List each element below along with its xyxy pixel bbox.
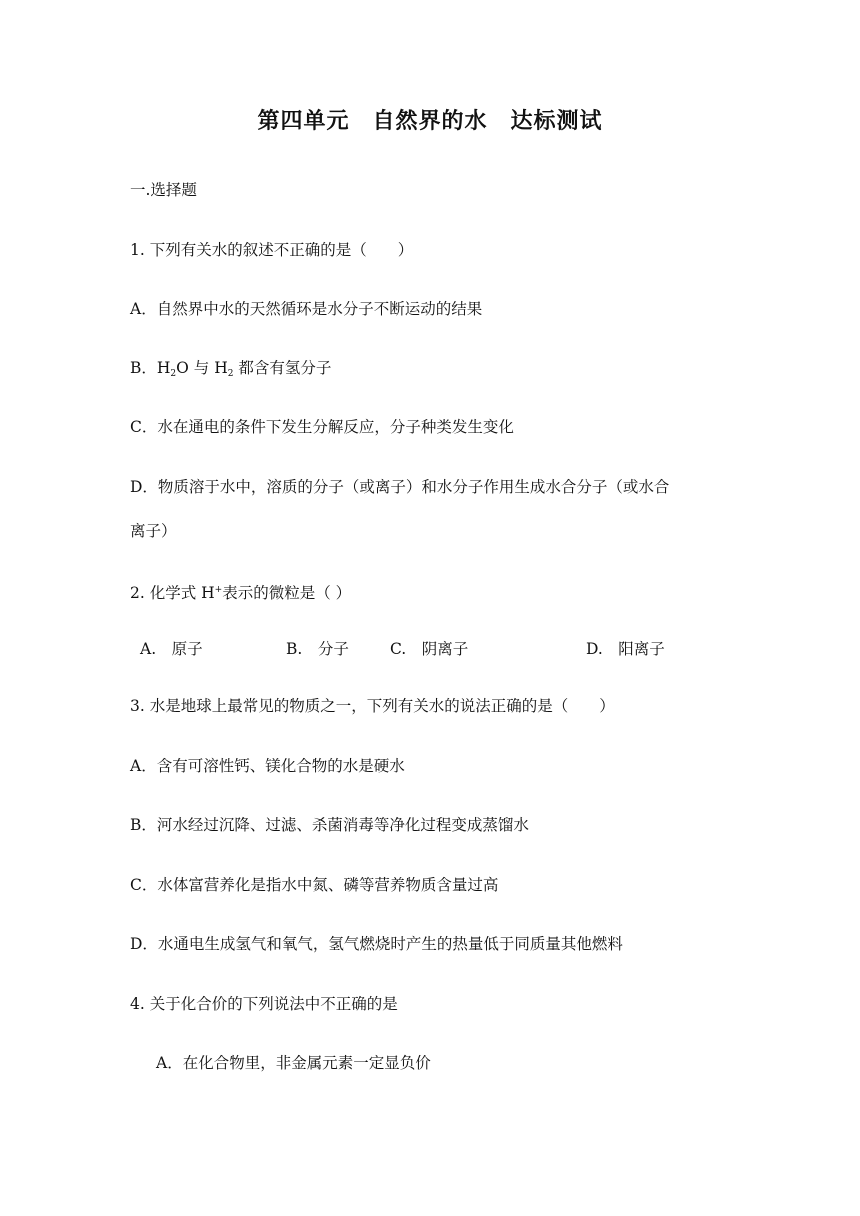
question-1-option-a: A．自然界中水的天然循环是水分子不断运动的结果: [130, 300, 483, 318]
question-1-option-c: C．水在通电的条件下发生分解反应，分子种类发生变化: [130, 418, 514, 436]
subscript-2: 2: [227, 369, 234, 379]
question-1-stem: 1. 下列有关水的叙述不正确的是（ ）: [130, 241, 414, 259]
question-2-stem: [130, 579, 351, 604]
page-title: 第四单元 自然界的水 达标测试: [257, 109, 603, 134]
question-2-options: [140, 638, 700, 660]
stem-prefix: 2. 化学式 H: [130, 584, 215, 602]
section-heading: 一.选择题: [130, 181, 197, 199]
question-3-option-b: B．河水经过沉降、过滤、杀菌消毒等净化过程变成蒸馏水: [130, 816, 529, 834]
question-2-option-c: C. 阴离子: [390, 640, 469, 658]
question-1-option-b: [130, 357, 331, 385]
subscript-2: 2: [170, 369, 177, 379]
question-1-option-d-line-1: D．物质溶于水中，溶质的分子（或离子）和水分子作用生成水合分子（或水合: [130, 478, 670, 496]
question-2-option-b: B. 分子: [286, 640, 349, 658]
question-2-option-a: A. 原子: [140, 640, 203, 658]
option-b-mid: O 与 H: [176, 359, 228, 377]
option-b-suffix: 都含有氢分子: [233, 359, 332, 377]
question-3-option-c: C．水体富营养化是指水中氮、磷等营养物质含量过高: [130, 876, 499, 894]
option-b-prefix: B．H: [130, 359, 171, 377]
question-4-option-a: A．在化合物里，非金属元素一定显负价: [156, 1054, 431, 1072]
question-1-option-d-line-2: 离子）: [130, 522, 177, 540]
question-2-option-d: D. 阳离子: [586, 640, 665, 658]
question-3-stem: 3. 水是地球上最常见的物质之一，下列有关水的说法正确的是（ ）: [130, 697, 615, 715]
question-3-option-a: A．含有可溶性钙、镁化合物的水是硬水: [130, 757, 405, 775]
question-3-option-d: D．水通电生成氢气和氧气，氢气燃烧时产生的热量低于同质量其他燃料: [130, 935, 623, 953]
superscript-plus: +: [214, 585, 223, 595]
stem-suffix: 表示的微粒是（ ）: [222, 584, 352, 602]
question-4-stem: 4. 关于化合价的下列说法中不正确的是: [130, 995, 398, 1013]
